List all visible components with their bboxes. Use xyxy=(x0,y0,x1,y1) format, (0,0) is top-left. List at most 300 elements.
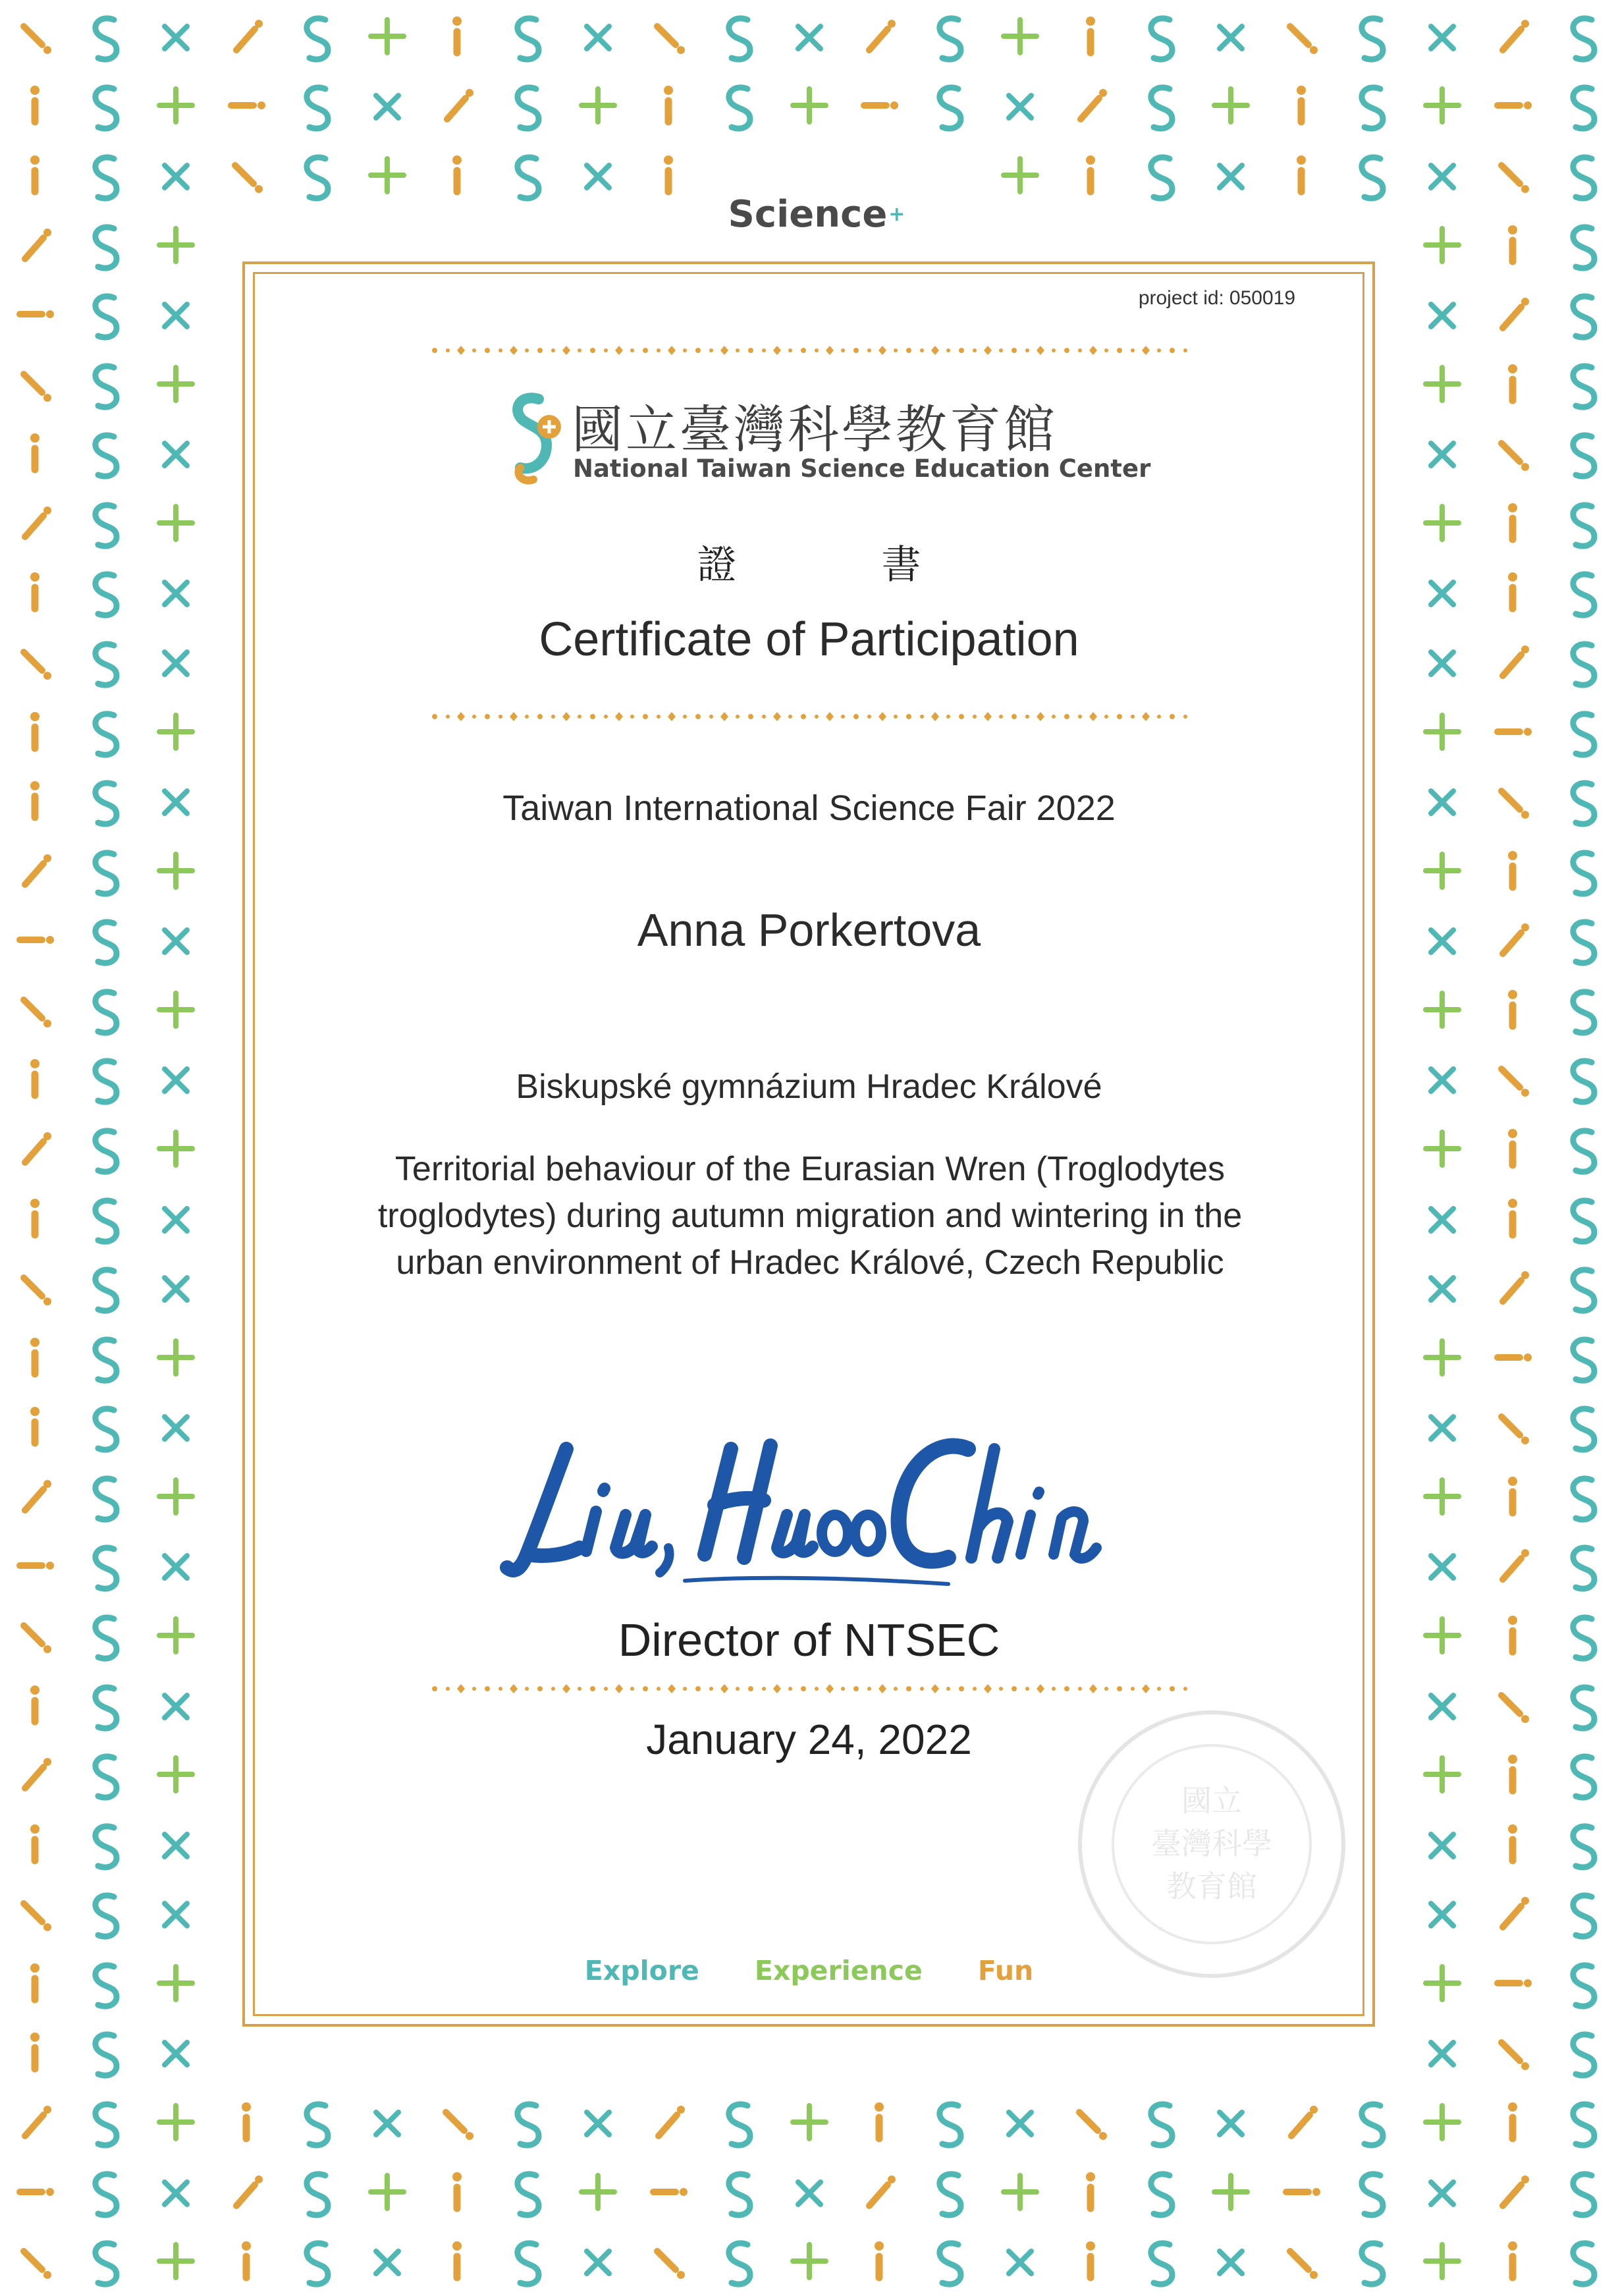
recipient-name: Anna Porkertova xyxy=(637,904,981,956)
pattern-s-icon xyxy=(281,68,353,140)
pattern-ibar-icon xyxy=(0,1389,71,1462)
ornament-dot xyxy=(1117,714,1122,719)
ornament-dot xyxy=(525,1687,529,1691)
pattern-s-icon xyxy=(281,0,353,71)
pattern-ibar-icon xyxy=(1476,1181,1549,1253)
ornament-dot xyxy=(1117,348,1122,353)
ornament-dot xyxy=(959,1686,964,1691)
pattern-s-icon xyxy=(69,416,142,488)
ornament-dot xyxy=(788,715,792,719)
pattern-cross-icon xyxy=(1406,1250,1478,1323)
pattern-cross-icon xyxy=(773,0,846,71)
project-title-line: urban environment of Hradec Králové, Czech Republic xyxy=(396,1244,1224,1282)
pattern-cross-icon xyxy=(1195,2224,1267,2296)
ornament-dot xyxy=(578,715,581,719)
pattern-plus-icon xyxy=(1406,833,1478,906)
ornament-dot xyxy=(709,715,713,719)
ornament-dot xyxy=(1183,348,1187,352)
ornament-dot xyxy=(668,346,676,355)
pattern-s-icon xyxy=(281,2154,353,2227)
pattern-ibar-icon xyxy=(421,138,493,210)
pattern-plus-icon xyxy=(562,68,634,140)
ornament-dot xyxy=(1078,348,1082,352)
ornament-dot xyxy=(920,1687,924,1691)
ornament-dot xyxy=(537,348,543,353)
ornament-dot xyxy=(959,714,964,719)
ornament-dot xyxy=(537,714,543,719)
pattern-ibar-icon xyxy=(0,416,71,488)
pattern-s-icon xyxy=(1547,416,1618,488)
ornament-dot xyxy=(773,1684,781,1693)
ornament-dot xyxy=(1064,348,1069,353)
pattern-slash-icon xyxy=(632,2085,705,2157)
pattern-s-icon xyxy=(491,68,564,140)
pattern-back-icon xyxy=(0,346,71,419)
pattern-s-icon xyxy=(1547,833,1618,906)
pattern-plus-icon xyxy=(351,2154,423,2227)
pattern-plus-icon xyxy=(140,207,212,280)
pattern-slash-icon xyxy=(1476,277,1549,349)
pattern-s-icon xyxy=(69,2085,142,2157)
ornament-dot xyxy=(604,1687,608,1691)
ornament-dot xyxy=(1089,1684,1097,1693)
ornament-dot xyxy=(1170,348,1175,353)
pattern-plus-icon xyxy=(140,1111,212,1184)
ornament-dot xyxy=(1052,348,1056,352)
pattern-s-icon xyxy=(1125,0,1197,71)
ornament-dot xyxy=(906,714,911,719)
pattern-cross-icon xyxy=(1406,2154,1478,2227)
ornament-dot xyxy=(457,1684,465,1693)
pattern-s-icon xyxy=(1547,2154,1618,2227)
pattern-plus-icon xyxy=(1406,2224,1478,2296)
ornament-dot xyxy=(946,1687,950,1691)
ornament-dot xyxy=(973,715,977,719)
ornament-dot xyxy=(1131,715,1135,719)
ornament-dot xyxy=(695,1686,701,1691)
pattern-plus-icon xyxy=(1406,694,1478,767)
pattern-s-icon xyxy=(69,694,142,767)
science-brand-plus: + xyxy=(888,202,905,226)
pattern-dash-icon xyxy=(632,2154,705,2227)
pattern-ibar-icon xyxy=(632,68,705,140)
ornament-dot xyxy=(510,1684,518,1693)
pattern-cross-icon xyxy=(1406,1389,1478,1462)
pattern-s-icon xyxy=(913,68,986,140)
pattern-s-icon xyxy=(491,2224,564,2296)
pattern-ibar-icon xyxy=(1054,2154,1127,2227)
pattern-s-icon xyxy=(1547,2015,1618,2087)
pattern-dash-icon xyxy=(1265,2154,1337,2227)
ornament-dot xyxy=(841,715,845,719)
ornament-dot xyxy=(1104,715,1108,719)
pattern-ibar-icon xyxy=(1476,2224,1549,2296)
ornament-dot xyxy=(999,715,1003,719)
pattern-plus-icon xyxy=(140,972,212,1045)
ornament-dot xyxy=(1037,346,1044,355)
pattern-cross-icon xyxy=(1406,138,1478,210)
ornament-dot xyxy=(630,348,634,352)
pattern-s-icon xyxy=(69,1320,142,1392)
pattern-ibar-icon xyxy=(1265,138,1337,210)
pattern-ibar-icon xyxy=(210,2224,283,2296)
ornament-dot xyxy=(615,346,623,355)
pattern-dash-icon xyxy=(0,1528,71,1600)
ornament-dot xyxy=(1131,348,1135,352)
pattern-plus-icon xyxy=(1406,346,1478,419)
pattern-ibar-icon xyxy=(1054,0,1127,71)
ornament-dot xyxy=(815,1687,819,1691)
ornament-dot xyxy=(999,1687,1003,1691)
ornament-dot xyxy=(1025,715,1029,719)
ornament-dot xyxy=(984,346,992,355)
ornament-dot xyxy=(457,712,465,721)
pattern-s-icon xyxy=(281,2085,353,2157)
pattern-s-icon xyxy=(703,2154,775,2227)
pattern-slash-icon xyxy=(210,0,283,71)
pattern-slash-icon xyxy=(0,833,71,906)
pattern-s-icon xyxy=(69,1807,142,1879)
ornament-dot xyxy=(1052,1687,1056,1691)
ornament-dot xyxy=(773,712,781,721)
ornament-dot xyxy=(853,1686,859,1691)
pattern-ibar-icon xyxy=(1054,2224,1127,2296)
pattern-back-icon xyxy=(1054,2085,1127,2157)
seal-text: 臺灣科學 xyxy=(1151,1826,1272,1861)
pattern-back-icon xyxy=(0,2224,71,2296)
pattern-cross-icon xyxy=(1195,0,1267,71)
ornament-dot xyxy=(1011,348,1017,353)
project-title xyxy=(283,1146,1337,1286)
pattern-s-icon xyxy=(69,277,142,349)
signer-title: Director of NTSEC xyxy=(618,1614,1000,1666)
ornament-dot xyxy=(946,348,950,352)
pattern-slash-icon xyxy=(1476,0,1549,71)
seal-text: 教育館 xyxy=(1166,1869,1257,1904)
pattern-s-icon xyxy=(491,0,564,71)
ornament-dot xyxy=(709,348,713,352)
project-title-line: troglodytes) during autumn migration and wintering in the xyxy=(377,1197,1243,1235)
pattern-ibar-icon xyxy=(0,68,71,140)
pattern-ibar-icon xyxy=(421,2224,493,2296)
pattern-s-icon xyxy=(913,0,986,71)
ornament-dot xyxy=(748,1686,753,1691)
ornament-dot xyxy=(853,714,859,719)
pattern-ibar-icon xyxy=(1476,346,1549,419)
pattern-cross-icon xyxy=(351,2224,423,2296)
pattern-cross-icon xyxy=(140,1250,212,1323)
ornament-dot xyxy=(446,1687,450,1691)
pattern-cross-icon xyxy=(984,2224,1056,2296)
ornament-dot xyxy=(472,715,476,719)
ornament-dot xyxy=(826,346,834,355)
ornament-dot xyxy=(615,712,623,721)
ornament-dot xyxy=(984,1684,992,1693)
pattern-back-icon xyxy=(1476,138,1549,210)
pattern-s-icon xyxy=(913,2085,986,2157)
ornament-divider-bottom xyxy=(428,1681,1192,1697)
ornament-dot xyxy=(499,1687,502,1691)
ornament-dot xyxy=(1157,715,1161,719)
ntsec-logo-icon xyxy=(500,387,566,486)
pattern-slash-icon xyxy=(0,207,71,280)
ornament-dot xyxy=(683,715,687,719)
ornament-dot xyxy=(551,1687,555,1691)
pattern-back-icon xyxy=(0,0,71,71)
ornament-dot xyxy=(695,714,701,719)
pattern-s-icon xyxy=(1547,1111,1618,1184)
ornament-dot xyxy=(931,1684,939,1693)
ornament-dot xyxy=(894,1687,898,1691)
pattern-ibar-icon xyxy=(843,2224,915,2296)
ornament-dot xyxy=(1170,714,1175,719)
certificate-title: Certificate of Participation xyxy=(539,613,1079,666)
issue-date: January 24, 2022 xyxy=(646,1716,972,1763)
pattern-s-icon xyxy=(281,2224,353,2296)
pattern-s-icon xyxy=(491,138,564,210)
pattern-slash-icon xyxy=(1476,1876,1549,1948)
ornament-dot xyxy=(590,348,595,353)
pattern-cross-icon xyxy=(773,2154,846,2227)
pattern-ibar-icon xyxy=(1476,833,1549,906)
tagline-experience: Experience xyxy=(754,1955,923,1986)
pattern-back-icon xyxy=(0,972,71,1045)
ornament-divider-middle xyxy=(428,709,1192,724)
pattern-plus-icon xyxy=(1406,1459,1478,1531)
pattern-s-icon xyxy=(491,2154,564,2227)
ornament-dot xyxy=(1078,1687,1082,1691)
ornament-dot xyxy=(630,1687,634,1691)
ornament-dot xyxy=(894,715,898,719)
pattern-dash-icon xyxy=(843,68,915,140)
pattern-s-icon xyxy=(69,2015,142,2087)
pattern-dash-icon xyxy=(0,2154,71,2227)
ornament-dot xyxy=(867,348,871,352)
pattern-slash-icon xyxy=(1476,1528,1549,1600)
ornament-dot xyxy=(1117,1686,1122,1691)
pattern-s-icon xyxy=(1335,68,1408,140)
pattern-ibar-icon xyxy=(632,138,705,210)
pattern-back-icon xyxy=(632,2224,705,2296)
pattern-plus-icon xyxy=(1195,2154,1267,2227)
ornament-dot xyxy=(472,348,476,352)
pattern-cross-icon xyxy=(1406,1807,1478,1879)
project-id-label: project id: xyxy=(1138,287,1224,309)
ornament-dot xyxy=(578,348,581,352)
ornament-dot xyxy=(683,348,687,352)
ntsec-name-chinese: 國立臺灣科學教育館 xyxy=(572,400,1058,460)
pattern-plus-icon xyxy=(1406,972,1478,1045)
title-chinese-char-1: 證 xyxy=(697,542,737,588)
pattern-s-icon xyxy=(1547,277,1618,349)
ornament-dot xyxy=(815,715,819,719)
pattern-s-icon xyxy=(69,138,142,210)
ornament-dot xyxy=(657,715,661,719)
pattern-cross-icon xyxy=(140,2015,212,2087)
pattern-s-icon xyxy=(913,2154,986,2227)
ornament-dot xyxy=(668,1684,676,1693)
project-title-line: Territorial behaviour of the Eurasian Wren (Troglodytes xyxy=(394,1150,1226,1188)
pattern-s-icon xyxy=(1547,1528,1618,1600)
ornament-dot xyxy=(841,1687,845,1691)
pattern-back-icon xyxy=(1476,2015,1549,2087)
science-plus-logo xyxy=(715,181,919,247)
ornament-dot xyxy=(499,715,502,719)
pattern-s-icon xyxy=(281,138,353,210)
pattern-s-icon xyxy=(1547,2224,1618,2296)
pattern-s-icon xyxy=(69,833,142,906)
ornament-dot xyxy=(485,348,490,353)
ornament-dot xyxy=(736,715,740,719)
pattern-ibar-icon xyxy=(0,1320,71,1392)
pattern-plus-icon xyxy=(984,138,1056,210)
pattern-plus-icon xyxy=(140,833,212,906)
pattern-s-icon xyxy=(1547,346,1618,419)
pattern-cross-icon xyxy=(1406,1528,1478,1600)
ornament-dot xyxy=(578,1687,581,1691)
pattern-s-icon xyxy=(1547,1459,1618,1531)
ornament-dot xyxy=(1089,712,1097,721)
ornament-dot xyxy=(562,1684,570,1693)
pattern-s-icon xyxy=(1125,2085,1197,2157)
ornament-dot xyxy=(1011,714,1017,719)
ornament-dot xyxy=(643,1686,648,1691)
ornament-dot xyxy=(1052,715,1056,719)
ornament-dot xyxy=(1183,715,1187,719)
pattern-cross-icon xyxy=(1195,2085,1267,2157)
pattern-s-icon xyxy=(1335,2224,1408,2296)
pattern-cross-icon xyxy=(1406,0,1478,71)
ornament-dot xyxy=(537,1686,543,1691)
pattern-back-icon xyxy=(1265,0,1337,71)
pattern-ibar-icon xyxy=(210,2085,283,2157)
pattern-cross-icon xyxy=(140,1876,212,1948)
ornament-dot xyxy=(590,1686,595,1691)
pattern-slash-icon xyxy=(1476,1250,1549,1323)
pattern-cross-icon xyxy=(1406,277,1478,349)
ornament-dot xyxy=(551,715,555,719)
ornament-dot xyxy=(485,1686,490,1691)
pattern-s-icon xyxy=(1547,207,1618,280)
tagline xyxy=(0,1955,1618,1986)
pattern-plus-icon xyxy=(140,1320,212,1392)
pattern-dash-icon xyxy=(0,277,71,349)
pattern-s-icon xyxy=(69,207,142,280)
ornament-dot xyxy=(867,715,871,719)
ornament-dot xyxy=(720,1684,728,1693)
pattern-plus-icon xyxy=(351,0,423,71)
pattern-s-icon xyxy=(1547,0,1618,71)
pattern-s-icon xyxy=(1547,1389,1618,1462)
pattern-s-icon xyxy=(1125,2224,1197,2296)
pattern-s-icon xyxy=(703,0,775,71)
pattern-slash-icon xyxy=(1476,2154,1549,2227)
ornament-dot xyxy=(878,346,886,355)
pattern-dash-icon xyxy=(1476,1320,1549,1392)
ornament-dot xyxy=(973,348,977,352)
ornament-dot xyxy=(485,714,490,719)
ornament-dot xyxy=(1142,712,1150,721)
pattern-slash-icon xyxy=(0,2085,71,2157)
ornament-dot xyxy=(643,714,648,719)
project-id xyxy=(1139,287,1295,310)
pattern-plus-icon xyxy=(140,2224,212,2296)
pattern-cross-icon xyxy=(1406,416,1478,488)
pattern-plus-icon xyxy=(140,1459,212,1531)
ornament-dot xyxy=(615,1684,623,1693)
pattern-back-icon xyxy=(632,0,705,71)
ornament-dot xyxy=(878,712,886,721)
pattern-s-icon xyxy=(69,0,142,71)
pattern-s-icon xyxy=(69,1459,142,1531)
pattern-plus-icon xyxy=(984,2154,1056,2227)
pattern-cross-icon xyxy=(351,2085,423,2157)
pattern-plus-icon xyxy=(773,2224,846,2296)
pattern-cross-icon xyxy=(140,416,212,488)
pattern-plus-icon xyxy=(773,68,846,140)
ornament-dot xyxy=(736,1687,740,1691)
pattern-plus-icon xyxy=(773,2085,846,2157)
ornament-dot xyxy=(801,714,806,719)
pattern-ibar-icon xyxy=(0,1181,71,1253)
ornament-dot xyxy=(801,348,806,353)
ornament-dot xyxy=(457,346,465,355)
title-chinese-char-2: 書 xyxy=(881,542,921,588)
ornament-dot xyxy=(432,714,437,719)
pattern-slash-icon xyxy=(0,1459,71,1531)
pattern-plus-icon xyxy=(984,0,1056,71)
pattern-cross-icon xyxy=(984,2085,1056,2157)
pattern-cross-icon xyxy=(140,138,212,210)
pattern-s-icon xyxy=(69,1876,142,1948)
pattern-s-icon xyxy=(1125,2154,1197,2227)
pattern-s-icon xyxy=(1335,138,1408,210)
ornament-dot xyxy=(630,715,634,719)
pattern-back-icon xyxy=(0,1876,71,1948)
pattern-ibar-icon xyxy=(843,2085,915,2157)
ornament-dot xyxy=(999,348,1003,352)
ornament-dot xyxy=(604,348,608,352)
ornament-dot xyxy=(1142,346,1150,355)
ornament-dot xyxy=(1025,1687,1029,1691)
ornament-dot xyxy=(762,715,766,719)
ornament-dot xyxy=(657,348,661,352)
pattern-s-icon xyxy=(1335,0,1408,71)
pattern-slash-icon xyxy=(843,2154,915,2227)
ntsec-name-english: National Taiwan Science Education Center xyxy=(573,454,1151,483)
pattern-plus-icon xyxy=(351,138,423,210)
ornament-dot xyxy=(826,1684,834,1693)
pattern-back-icon xyxy=(1476,416,1549,488)
ornament-dot xyxy=(984,712,992,721)
ornament-dot xyxy=(894,348,898,352)
pattern-s-icon xyxy=(69,1111,142,1184)
pattern-dash-icon xyxy=(210,68,283,140)
pattern-slash-icon xyxy=(843,0,915,71)
pattern-cross-icon xyxy=(1195,138,1267,210)
pattern-s-icon xyxy=(913,2224,986,2296)
pattern-s-icon xyxy=(1335,2085,1408,2157)
pattern-back-icon xyxy=(0,1250,71,1323)
pattern-ibar-icon xyxy=(0,694,71,767)
pattern-plus-icon xyxy=(1406,1111,1478,1184)
pattern-cross-icon xyxy=(140,0,212,71)
ornament-dot xyxy=(773,346,781,355)
pattern-cross-icon xyxy=(140,1528,212,1600)
pattern-ibar-icon xyxy=(1476,2085,1549,2157)
seal-text: 國立 xyxy=(1181,1783,1242,1818)
pattern-cross-icon xyxy=(562,0,634,71)
